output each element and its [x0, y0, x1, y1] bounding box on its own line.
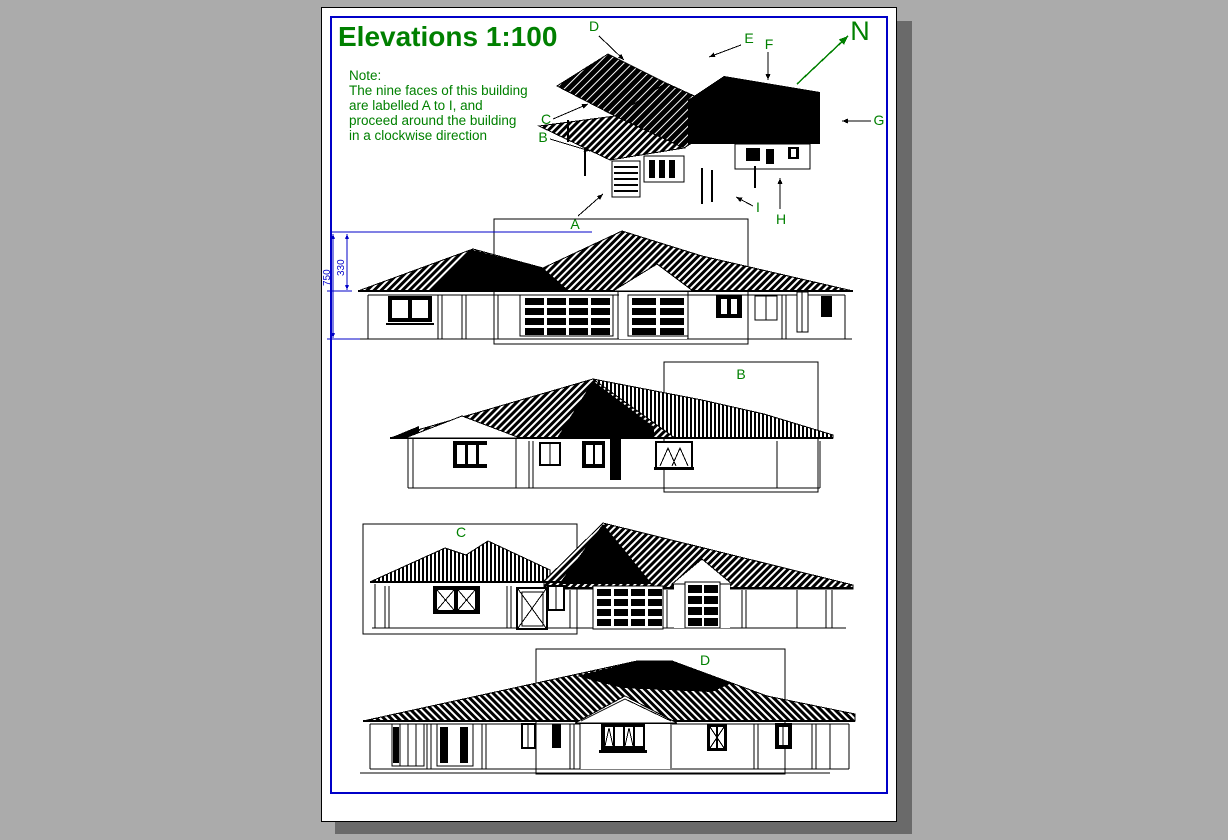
axon-window — [669, 160, 675, 178]
garage-door-wide — [520, 295, 613, 336]
axon-face-label-i: I — [756, 199, 760, 215]
window — [453, 441, 487, 468]
double-door-left — [437, 724, 473, 766]
north-label: N — [850, 16, 870, 46]
axon-window — [766, 149, 774, 164]
axon-window — [746, 148, 760, 161]
leader-a — [578, 194, 603, 216]
double-door-left — [392, 724, 424, 766]
window — [582, 441, 605, 468]
note-line: The nine faces of this building — [349, 83, 528, 98]
elevations-drawing — [322, 8, 896, 821]
dimension-text-upper: 330 — [336, 259, 347, 276]
elevation-c — [363, 523, 853, 634]
window-curtains — [654, 442, 694, 470]
leader-c — [553, 104, 588, 119]
axonometric-view — [539, 54, 820, 204]
window — [386, 296, 434, 324]
axon-roof-right-wing — [688, 76, 820, 144]
note-line: proceed around the building — [349, 113, 517, 128]
roof-c-left — [372, 541, 550, 582]
viewport-label-d: D — [699, 652, 711, 668]
door-b — [610, 439, 621, 480]
axon-window — [649, 160, 655, 178]
viewport-label-c: C — [455, 524, 467, 540]
dimension-text-overall: 750 — [322, 269, 333, 286]
window — [548, 586, 564, 610]
window — [552, 724, 561, 748]
axon-face-label-c: C — [540, 111, 552, 127]
window-x-pattern — [433, 586, 480, 614]
note-heading: Note: — [349, 68, 382, 83]
note-line: are labelled A to I, and — [349, 98, 483, 113]
elevation-d — [360, 649, 855, 774]
axon-face-label-h: H — [775, 211, 787, 227]
axon-face-label-f: F — [764, 36, 774, 52]
leader-i — [736, 197, 753, 206]
axon-window — [659, 160, 665, 178]
window — [522, 724, 535, 748]
axon-window-pane — [791, 149, 796, 157]
window-curtains — [599, 724, 647, 753]
page-title: Elevations 1:100 — [338, 21, 558, 52]
elevation-b — [390, 362, 833, 492]
axon-face-label-g: G — [873, 112, 885, 128]
viewport-label-b: B — [736, 366, 746, 382]
north-arrow — [797, 36, 848, 84]
elevation-a — [322, 216, 853, 344]
axon-face-label-d: D — [588, 18, 600, 34]
garage-door-wide — [593, 586, 663, 629]
axon-face-label-e: E — [744, 30, 754, 46]
roof-a — [358, 231, 853, 291]
door-x-pattern — [517, 588, 547, 629]
window — [540, 443, 560, 465]
windows-right-a — [716, 292, 832, 332]
window — [775, 723, 792, 749]
drawing-sheet — [321, 7, 897, 822]
window-x-pattern — [707, 724, 727, 751]
note-line: in a clockwise direction — [349, 128, 488, 143]
leader-e — [709, 45, 741, 57]
axon-face-label-b: B — [538, 129, 548, 145]
viewport-label-a: A — [570, 216, 580, 232]
